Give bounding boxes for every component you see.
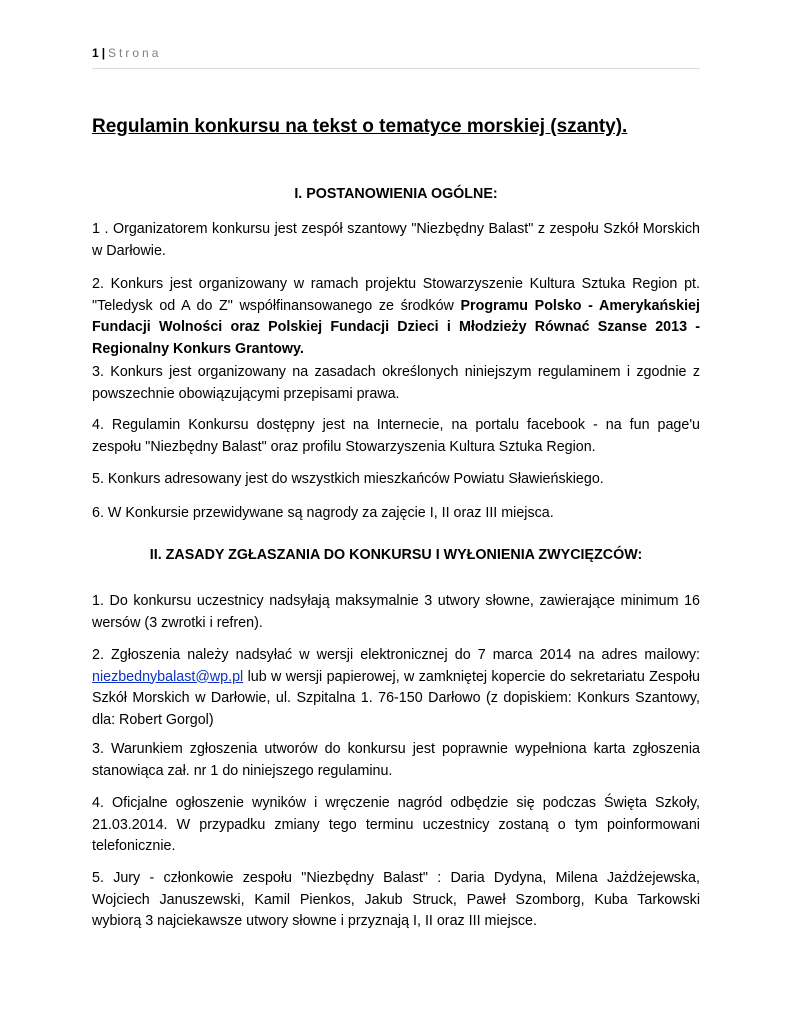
paragraph-audience: 5. Konkurs adresowany jest do wszystkich mieszkańców Powiatu Sławieńskiego.: [92, 471, 604, 487]
paragraph-entry-form: 3. Warunkiem zgłoszenia utworów do konkursu jest poprawnie wypełniona karta zgłoszenia stanowiąca zał. nr 1 do niniejszego regulaminu.: [92, 741, 700, 779]
paragraph-rules: 3. Konkurs jest organizowany na zasadach określonych niniejszym regulaminem i zgodnie z powszechnie obowiązującymi przepisami prawa.: [92, 364, 700, 402]
paragraph-project: [92, 274, 700, 360]
paragraph-availability: 4. Regulamin Konkursu dostępny jest na Internecie, na portalu facebook - na fun page'u zespołu "Niezbędny Balast" oraz profilu Stowarzyszenia Kultura Sztuka Region.: [92, 417, 700, 455]
paragraph-project-funding: Programu Polsko - Amerykańskiej Fundacji Wolności oraz Polskiej Fundacji Dzieci i Młodzieży Równać Szanse 2013 - Regionalny Konkurs Grantowy.: [92, 297, 700, 357]
email-link[interactable]: niezbednybalast@wp.pl: [92, 668, 244, 685]
paragraph-organizer: 1 . Organizatorem konkursu jest zespół szantowy "Niezbędny Balast" z zespołu Szkół Morskich w Darłowie.: [92, 221, 700, 259]
paragraph-prizes: 6. W Konkursie przewidywane są nagrody za zajęcie I, II oraz III miejsca.: [92, 505, 554, 521]
section-heading-submission: II. ZASADY ZGŁASZANIA DO KONKURSU I WYŁONIENIA ZWYCIĘZCÓW:: [149, 547, 643, 563]
page-header: [92, 46, 700, 69]
page-number: 1: [92, 46, 99, 60]
paragraph-submission: [92, 645, 700, 731]
document-title: Regulamin konkursu na tekst o tematyce morskiej (szanty).: [92, 116, 628, 137]
header-separator: |: [101, 46, 106, 60]
page-word: Strona: [108, 46, 162, 60]
section-heading-general: I. POSTANOWIENIA OGÓLNE:: [294, 186, 498, 202]
paragraph-results: 4. Oficjalne ogłoszenie wyników i wręczenie nagród odbędzie się podczas Święta Szkoły, 21.03.2014. W przypadku zmiany tego terminu uczestnicy zostaną o tym poinformowani telefonicznie.: [92, 795, 700, 854]
paragraph-jury: 5. Jury - członkowie zespołu "Niezbędny Balast" : Daria Dydyna, Milena Jażdżejewska, Wojciech Januszewski, Kamil Pienkos, Jakub Struck, Paweł Szomborg, Kuba Tarkowski wybiorą 3 najciekawsze utwory słowne i przyznają I, II oraz III miejsce.: [92, 870, 700, 929]
paragraph-entries: 1. Do konkursu uczestnicy nadsyłają maksymalnie 3 utwory słowne, zawierające minimum 16 wersów (3 zwrotki i refren).: [92, 593, 700, 631]
paragraph-submission-address: lub w wersji papierowej, w zamkniętej kopercie do sekretariatu Zespołu Szkół Morskich w Darłowie, ul. Szpitalna 1. 76-150 Darłowo (z dopiskiem: Konkurs Szantowy, dla: Robert Gorgol): [92, 668, 700, 728]
paragraph-submission-text: 2. Zgłoszenia należy nadsyłać w wersji elektronicznej do 7 marca 2014 na adres mailowy:: [92, 647, 700, 663]
paragraph-project-text: 2. Konkurs jest organizowany w ramach projektu Stowarzyszenie Kultura Sztuka Region pt. "Teledysk od A do Z" współfinansowanego ze środków: [92, 276, 700, 314]
